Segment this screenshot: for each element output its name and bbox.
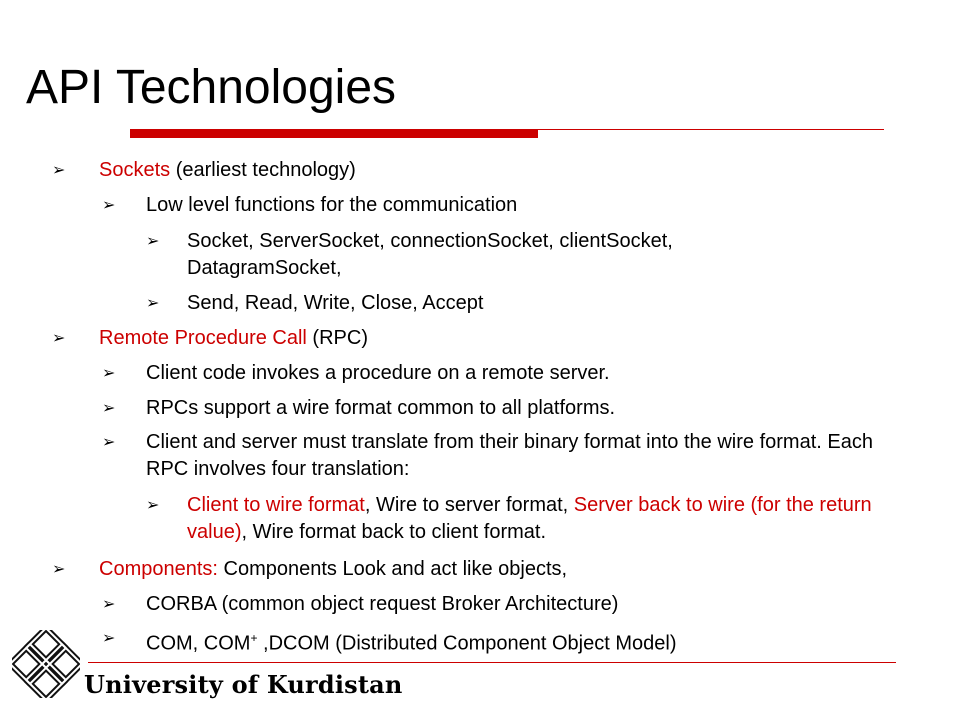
components-note: Components Look and act like objects, bbox=[217, 558, 568, 580]
rpc-wire-text: RPCs support a wire format common to all platforms. bbox=[146, 397, 616, 419]
slide-title: API Technologies bbox=[26, 61, 397, 114]
arrowhead-bullet-icon: ➢ bbox=[102, 434, 116, 451]
arrowhead-bullet-icon: ➢ bbox=[102, 365, 116, 382]
bullet-rpc-wire bbox=[102, 395, 912, 422]
components-label: Components: bbox=[99, 558, 218, 580]
corba-text: CORBA (common object request Broker Architecture) bbox=[146, 593, 619, 615]
bullet-socket-ops bbox=[146, 290, 912, 317]
com-text-post: ,DCOM (Distributed Component Object Model) bbox=[257, 632, 677, 655]
rpc-step-client-to-wire: Client to wire format bbox=[187, 494, 365, 516]
rpc-label: Remote Procedure Call bbox=[99, 327, 307, 349]
rpc-translate-text: Client and server must translate from their binary format into the wire format. Each RPC involves four translation: bbox=[146, 431, 873, 480]
sockets-label: Sockets bbox=[99, 159, 171, 181]
bullet-components bbox=[52, 556, 912, 583]
rpc-note: (RPC) bbox=[306, 327, 368, 349]
rpc-invokes-text: Client code invokes a procedure on a remote server. bbox=[146, 362, 610, 384]
arrowhead-bullet-icon: ➢ bbox=[102, 197, 116, 214]
arrowhead-bullet-icon: ➢ bbox=[102, 400, 116, 417]
arrowhead-bullet-icon: ➢ bbox=[146, 295, 160, 312]
bullet-rpc-translate bbox=[102, 429, 912, 483]
rpc-step-server-to-wire: Server back to wire (for the return value) bbox=[187, 494, 872, 543]
rpc-step-wire-to-server: , Wire to server format, bbox=[364, 494, 574, 516]
low-level-text: Low level functions for the communication bbox=[146, 194, 518, 216]
arrowhead-bullet-icon: ➢ bbox=[146, 233, 160, 250]
arrowhead-bullet-icon: ➢ bbox=[52, 162, 66, 179]
arrowhead-bullet-icon: ➢ bbox=[52, 330, 66, 347]
footer-divider bbox=[88, 662, 896, 663]
title-underline-thick bbox=[130, 129, 538, 138]
rpc-step-wire-to-client: , Wire format back to client format. bbox=[241, 521, 547, 543]
sockets-note: (earliest technology) bbox=[170, 159, 356, 181]
arrowhead-bullet-icon: ➢ bbox=[102, 596, 116, 613]
bullet-low-level bbox=[102, 192, 912, 219]
socket-ops-text: Send, Read, Write, Close, Accept bbox=[187, 292, 484, 314]
bullet-rpc-invokes bbox=[102, 360, 912, 387]
arrowhead-bullet-icon: ➢ bbox=[102, 630, 116, 647]
bullet-rpc-steps bbox=[146, 492, 912, 546]
university-knot-logo-icon bbox=[12, 630, 80, 698]
bullet-com bbox=[102, 625, 912, 658]
arrowhead-bullet-icon: ➢ bbox=[52, 561, 66, 578]
com-plus-superscript: + bbox=[250, 631, 258, 645]
arrowhead-bullet-icon: ➢ bbox=[146, 497, 160, 514]
bullet-socket-types bbox=[146, 228, 912, 282]
bullet-sockets bbox=[52, 157, 912, 184]
socket-types-text: Socket, ServerSocket, connectionSocket, clientSocket, DatagramSocket, bbox=[187, 230, 673, 279]
com-text-pre: COM, COM bbox=[146, 632, 251, 655]
bullet-corba bbox=[102, 591, 912, 618]
university-name: University of Kurdistan bbox=[84, 670, 403, 699]
title-underline-thin bbox=[538, 129, 884, 130]
bullet-rpc bbox=[52, 325, 912, 352]
